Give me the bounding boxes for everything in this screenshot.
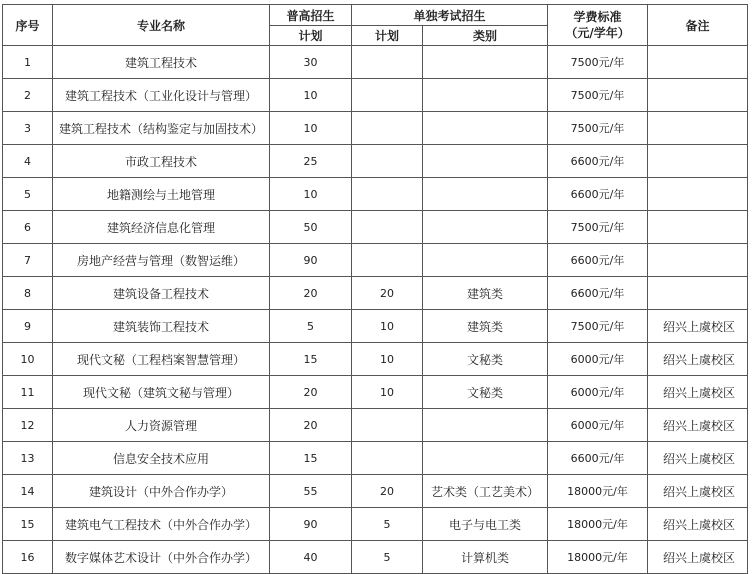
- cell-separate-type: [423, 145, 548, 178]
- cell-separate-type: 艺术类（工艺美术）: [423, 475, 548, 508]
- cell-separate-plan: 10: [352, 310, 423, 343]
- cell-fee: 6600元/年: [548, 442, 648, 475]
- cell-separate-plan: 10: [352, 376, 423, 409]
- cell-remark: [648, 244, 748, 277]
- table-row: [3, 376, 748, 409]
- cell-fee: 18000元/年: [548, 475, 648, 508]
- cell-remark: [648, 211, 748, 244]
- cell-major: 建筑经济信息化管理: [53, 211, 270, 244]
- cell-separate-plan: 5: [352, 508, 423, 541]
- cell-remark: 绍兴上虞校区: [648, 310, 748, 343]
- cell-major: 信息安全技术应用: [53, 442, 270, 475]
- cell-major: 现代文秘（工程档案智慧管理）: [53, 343, 270, 376]
- cell-general-plan: 10: [270, 79, 352, 112]
- cell-separate-type: 文秘类: [423, 376, 548, 409]
- cell-seq: 2: [3, 79, 53, 112]
- cell-general-plan: 50: [270, 211, 352, 244]
- cell-remark: 绍兴上虞校区: [648, 508, 748, 541]
- cell-fee: 18000元/年: [548, 508, 648, 541]
- cell-major: 建筑设备工程技术: [53, 277, 270, 310]
- cell-major: 数字媒体艺术设计（中外合作办学）: [53, 541, 270, 574]
- cell-separate-plan: [352, 442, 423, 475]
- table-row: [3, 442, 748, 475]
- table-row: [3, 508, 748, 541]
- cell-remark: 绍兴上虞校区: [648, 475, 748, 508]
- cell-remark: 绍兴上虞校区: [648, 409, 748, 442]
- cell-seq: 10: [3, 343, 53, 376]
- table-row: [3, 145, 748, 178]
- table-row: [3, 343, 748, 376]
- table-row: [3, 475, 748, 508]
- table-row: [3, 541, 748, 574]
- cell-general-plan: 20: [270, 409, 352, 442]
- cell-fee: 6600元/年: [548, 145, 648, 178]
- cell-fee: 18000元/年: [548, 541, 648, 574]
- table-row: [3, 211, 748, 244]
- cell-seq: 1: [3, 46, 53, 79]
- cell-general-plan: 15: [270, 442, 352, 475]
- table-row: [3, 244, 748, 277]
- cell-fee: 6000元/年: [548, 409, 648, 442]
- cell-separate-plan: [352, 79, 423, 112]
- cell-general-plan: 5: [270, 310, 352, 343]
- cell-fee: 7500元/年: [548, 211, 648, 244]
- cell-major: 建筑工程技术（工业化设计与管理）: [53, 79, 270, 112]
- cell-separate-plan: [352, 409, 423, 442]
- cell-general-plan: 25: [270, 145, 352, 178]
- cell-separate-plan: 10: [352, 343, 423, 376]
- header-seq: 序号: [3, 5, 53, 46]
- cell-separate-plan: [352, 178, 423, 211]
- cell-general-plan: 10: [270, 112, 352, 145]
- cell-major: 人力资源管理: [53, 409, 270, 442]
- cell-seq: 9: [3, 310, 53, 343]
- enrollment-table: [2, 4, 748, 574]
- cell-seq: 6: [3, 211, 53, 244]
- cell-general-plan: 30: [270, 46, 352, 79]
- cell-separate-plan: [352, 244, 423, 277]
- cell-separate-type: [423, 409, 548, 442]
- cell-remark: [648, 46, 748, 79]
- cell-separate-plan: [352, 112, 423, 145]
- table-row: [3, 310, 748, 343]
- cell-fee: 6600元/年: [548, 244, 648, 277]
- cell-major: 建筑装饰工程技术: [53, 310, 270, 343]
- cell-general-plan: 15: [270, 343, 352, 376]
- table-row: [3, 409, 748, 442]
- cell-separate-type: [423, 442, 548, 475]
- cell-fee: 6600元/年: [548, 178, 648, 211]
- cell-remark: [648, 79, 748, 112]
- cell-separate-type: [423, 79, 548, 112]
- cell-seq: 12: [3, 409, 53, 442]
- cell-remark: [648, 178, 748, 211]
- cell-separate-plan: [352, 46, 423, 79]
- cell-seq: 8: [3, 277, 53, 310]
- cell-seq: 5: [3, 178, 53, 211]
- cell-seq: 3: [3, 112, 53, 145]
- cell-separate-plan: 20: [352, 475, 423, 508]
- cell-major: 地籍测绘与土地管理: [53, 178, 270, 211]
- cell-separate-type: [423, 178, 548, 211]
- cell-major: 现代文秘（建筑文秘与管理）: [53, 376, 270, 409]
- table-body: [3, 46, 748, 574]
- cell-general-plan: 90: [270, 244, 352, 277]
- cell-fee: 7500元/年: [548, 79, 648, 112]
- cell-fee: 6600元/年: [548, 277, 648, 310]
- cell-remark: [648, 112, 748, 145]
- table-row: [3, 46, 748, 79]
- cell-seq: 13: [3, 442, 53, 475]
- cell-remark: 绍兴上虞校区: [648, 343, 748, 376]
- header-separate-type: 类别: [423, 26, 548, 46]
- cell-separate-type: 计算机类: [423, 541, 548, 574]
- table-row: [3, 178, 748, 211]
- cell-remark: 绍兴上虞校区: [648, 442, 748, 475]
- table-row: [3, 112, 748, 145]
- header-major: 专业名称: [53, 5, 270, 46]
- cell-general-plan: 20: [270, 277, 352, 310]
- cell-general-plan: 90: [270, 508, 352, 541]
- cell-fee: 7500元/年: [548, 46, 648, 79]
- table-row: [3, 277, 748, 310]
- cell-major: 市政工程技术: [53, 145, 270, 178]
- cell-seq: 11: [3, 376, 53, 409]
- cell-remark: [648, 277, 748, 310]
- cell-separate-type: 文秘类: [423, 343, 548, 376]
- cell-general-plan: 20: [270, 376, 352, 409]
- cell-major: 建筑工程技术（结构鉴定与加固技术）: [53, 112, 270, 145]
- header-separate-plan: 计划: [352, 26, 423, 46]
- cell-separate-type: 建筑类: [423, 310, 548, 343]
- cell-separate-type: [423, 244, 548, 277]
- cell-general-plan: 55: [270, 475, 352, 508]
- cell-separate-type: [423, 211, 548, 244]
- header-separate: 单独考试招生: [352, 5, 548, 26]
- cell-seq: 7: [3, 244, 53, 277]
- cell-fee: 6000元/年: [548, 343, 648, 376]
- cell-separate-type: 建筑类: [423, 277, 548, 310]
- cell-separate-type: [423, 46, 548, 79]
- cell-remark: 绍兴上虞校区: [648, 376, 748, 409]
- cell-seq: 14: [3, 475, 53, 508]
- header-general-plan: 计划: [270, 26, 352, 46]
- cell-separate-type: [423, 112, 548, 145]
- table-header: [3, 5, 748, 46]
- table-row: [3, 79, 748, 112]
- cell-separate-plan: [352, 145, 423, 178]
- cell-seq: 15: [3, 508, 53, 541]
- cell-major: 建筑工程技术: [53, 46, 270, 79]
- cell-fee: 7500元/年: [548, 112, 648, 145]
- cell-remark: [648, 145, 748, 178]
- cell-separate-plan: [352, 211, 423, 244]
- cell-seq: 4: [3, 145, 53, 178]
- cell-separate-type: 电子与电工类: [423, 508, 548, 541]
- header-fee: 学费标准 （元/学年）: [548, 5, 648, 46]
- header-general: 普高招生: [270, 5, 352, 26]
- cell-seq: 16: [3, 541, 53, 574]
- cell-fee: 6000元/年: [548, 376, 648, 409]
- cell-major: 房地产经营与管理（数智运维）: [53, 244, 270, 277]
- cell-general-plan: 40: [270, 541, 352, 574]
- header-remark: 备注: [648, 5, 748, 46]
- cell-separate-plan: 5: [352, 541, 423, 574]
- cell-general-plan: 10: [270, 178, 352, 211]
- cell-major: 建筑电气工程技术（中外合作办学）: [53, 508, 270, 541]
- cell-major: 建筑设计（中外合作办学）: [53, 475, 270, 508]
- cell-separate-plan: 20: [352, 277, 423, 310]
- cell-remark: 绍兴上虞校区: [648, 541, 748, 574]
- cell-fee: 7500元/年: [548, 310, 648, 343]
